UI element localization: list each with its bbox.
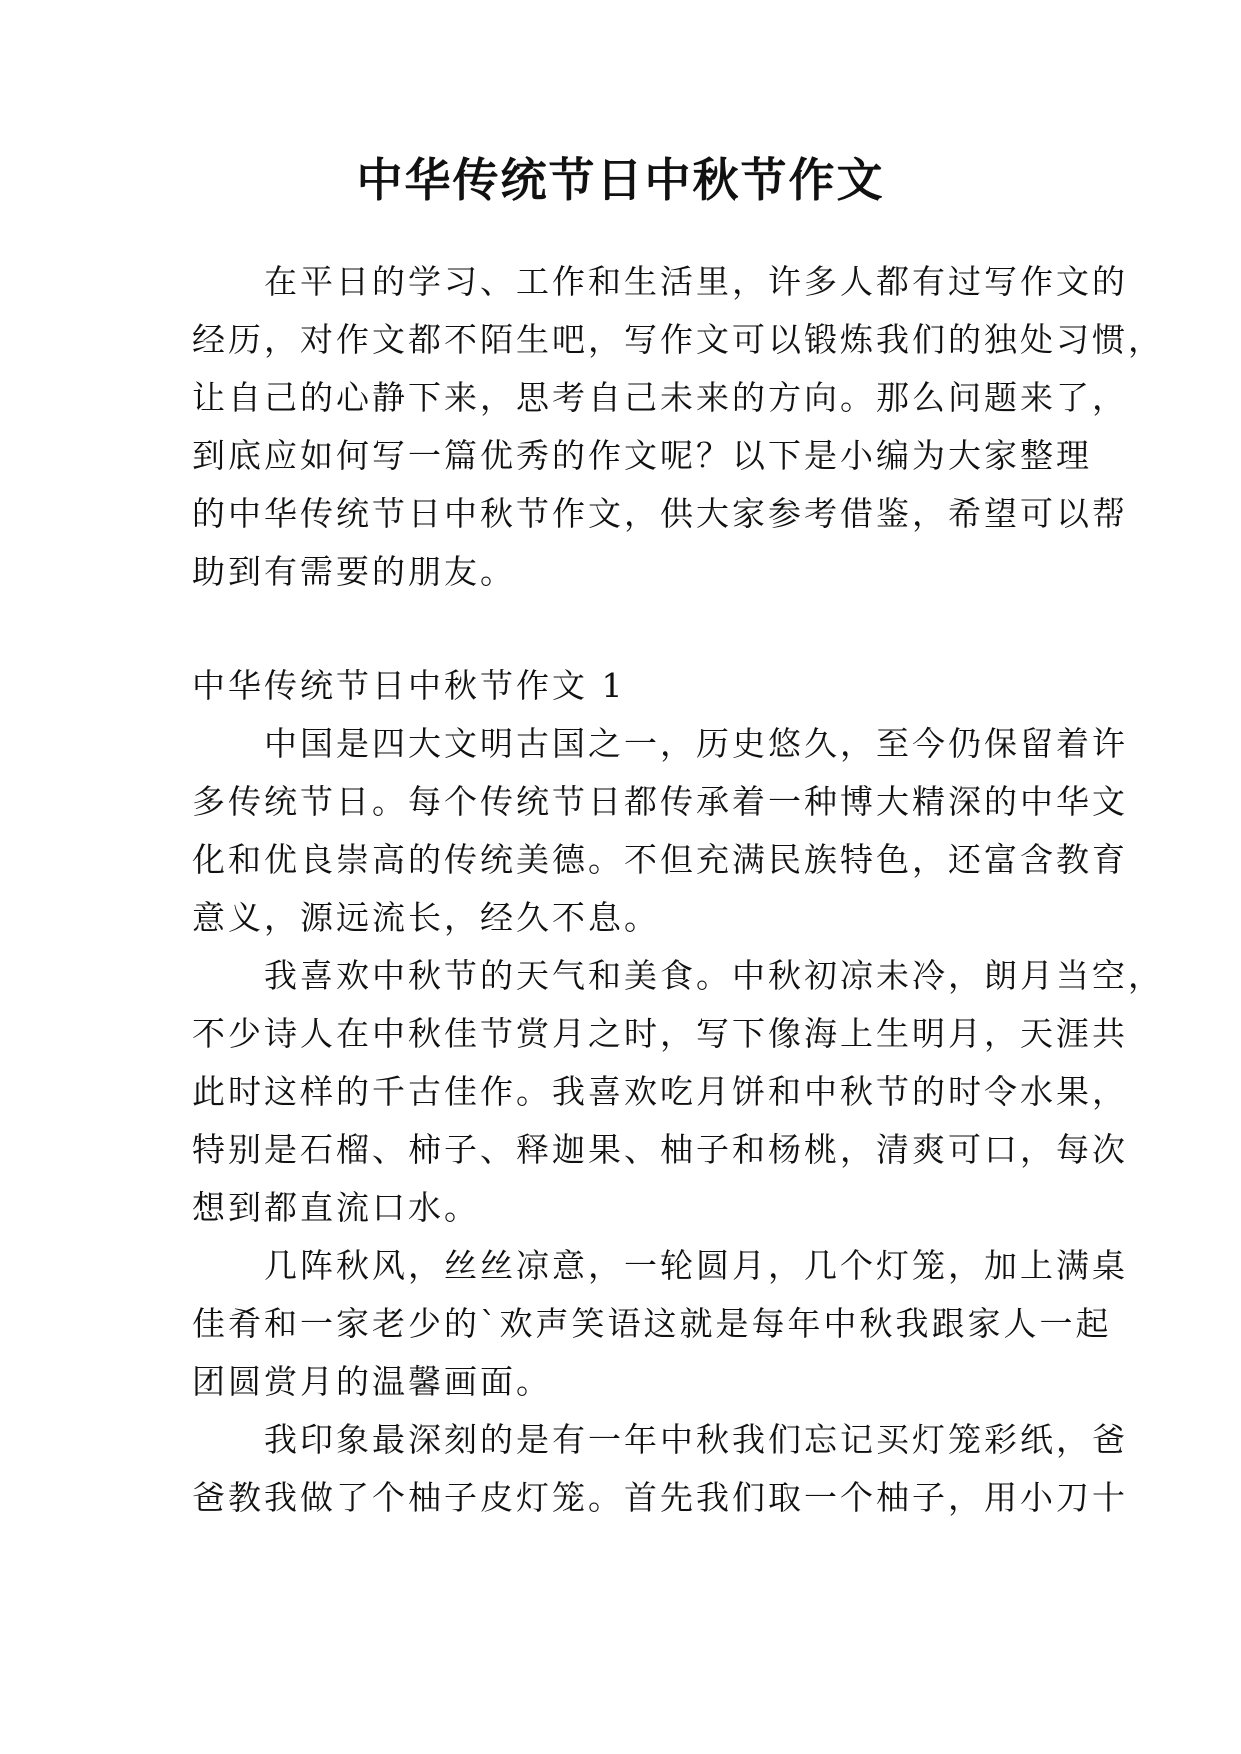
text-line: 几阵秋风，丝丝凉意，一轮圆月，几个灯笼，加上满桌: [192, 1246, 1128, 1285]
text-line: 意义，源远流长，经久不息。: [192, 898, 660, 937]
section-heading: 中华传统节日中秋节作文 1: [192, 666, 626, 705]
text-line: 团圆赏月的温馨画面。: [192, 1362, 552, 1401]
text-line: 佳肴和一家老少的`欢声笑语这就是每年中秋我跟家人一起: [192, 1304, 1112, 1343]
text-line: 想到都直流口水。: [192, 1188, 480, 1227]
text-line: 经历，对作文都不陌生吧，写作文可以锻炼我们的独处习惯，: [192, 320, 1164, 359]
text-line: 在平日的学习、工作和生活里，许多人都有过写作文的: [192, 262, 1128, 301]
text-line: 特别是石榴、柿子、释迦果、柚子和杨桃，清爽可口，每次: [192, 1130, 1128, 1169]
text-line: 此时这样的千古佳作。我喜欢吃月饼和中秋节的时令水果，: [192, 1072, 1128, 1111]
text-line: 中国是四大文明古国之一，历史悠久，至今仍保留着许: [192, 724, 1128, 763]
text-line: 助到有需要的朋友。: [192, 552, 516, 591]
text-line: 我印象最深刻的是有一年中秋我们忘记买灯笼彩纸，爸: [192, 1420, 1128, 1459]
text-line: 到底应如何写一篇优秀的作文呢？以下是小编为大家整理: [192, 436, 1092, 475]
text-line: 的中华传统节日中秋节作文，供大家参考借鉴，希望可以帮: [192, 494, 1128, 533]
text-line: 化和优良崇高的传统美德。不但充满民族特色，还富含教育: [192, 840, 1128, 879]
text-line: 让自己的心静下来，思考自己未来的方向。那么问题来了，: [192, 378, 1128, 417]
text-line: 我喜欢中秋节的天气和美食。中秋初凉未冷，朗月当空，: [192, 956, 1164, 995]
document-title: 中华传统节日中秋节作文: [356, 153, 885, 207]
text-line: 不少诗人在中秋佳节赏月之时，写下像海上生明月，天涯共: [192, 1014, 1128, 1053]
text-line: 多传统节日。每个传统节日都传承着一种博大精深的中华文: [192, 782, 1128, 821]
text-line: 爸教我做了个柚子皮灯笼。首先我们取一个柚子，用小刀十: [192, 1478, 1128, 1517]
